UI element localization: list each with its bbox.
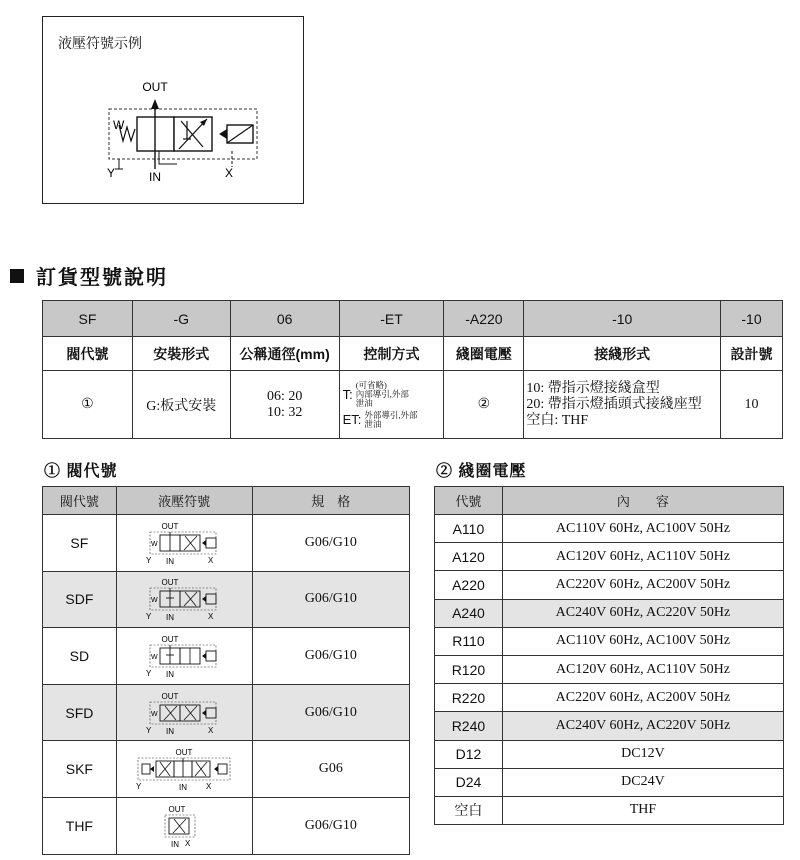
bore-line: 10: 32: [266, 404, 303, 420]
svg-text:IN: IN: [166, 556, 175, 566]
valve-symbol-thf: [116, 797, 252, 854]
header-cell: 液壓符號: [116, 487, 252, 515]
svg-text:Y: Y: [146, 668, 152, 678]
code-cell: -10: [721, 301, 783, 337]
valve-ref-cell: ①: [43, 371, 133, 439]
table-row: [435, 712, 784, 740]
header-cell: 代號: [435, 487, 503, 515]
valve-symbol-icon: [144, 633, 224, 679]
design-no-cell: 10: [721, 371, 783, 439]
table-row: [435, 684, 784, 712]
coil-code: A240: [435, 599, 503, 627]
table-row: [43, 628, 410, 685]
bore-cell: [230, 371, 339, 439]
svg-text:Y: Y: [146, 555, 152, 565]
coil-content: AC120V 60Hz, AC110V 50Hz: [502, 655, 783, 683]
table-row: [43, 797, 410, 854]
control-t-key: T:: [342, 386, 353, 402]
order-label-row: [43, 337, 783, 371]
valve-code: SDF: [43, 571, 117, 628]
control-t: [343, 381, 444, 408]
svg-text:IN: IN: [166, 726, 175, 736]
valve-code: SKF: [43, 741, 117, 798]
table-row: [435, 627, 784, 655]
svg-text:Y: Y: [136, 782, 142, 792]
control-et: [343, 411, 444, 429]
code-cell: -ET: [339, 301, 444, 337]
valve-header-row: [43, 487, 410, 515]
svg-text:X: X: [185, 838, 191, 848]
valve-spec: G06/G10: [252, 797, 409, 854]
valve-code: THF: [43, 797, 117, 854]
svg-text:X: X: [208, 612, 214, 622]
header-cell: 規 格: [252, 487, 409, 515]
table-row: [43, 741, 410, 798]
coil-code: A110: [435, 515, 503, 543]
svg-text:Y: Y: [146, 612, 152, 622]
control-t-desc: 泄油: [355, 397, 373, 408]
valve-symbol-skf: [116, 741, 252, 798]
header-cell: 內 容: [502, 487, 783, 515]
valve-spec: G06/G10: [252, 515, 409, 572]
valve-spec: G06/G10: [252, 628, 409, 685]
control-et-desc: 泄油: [364, 418, 382, 429]
label-cell: 設計號: [721, 337, 783, 371]
control-t-desc: (可省略): [355, 379, 387, 390]
port-label-y: Y: [107, 166, 116, 180]
order-code-row: [43, 301, 783, 337]
header-cell: 閥代號: [43, 487, 117, 515]
table-row: [435, 768, 784, 796]
svg-text:W: W: [151, 653, 158, 661]
code-cell: -G: [132, 301, 230, 337]
port-label-out: OUT: [142, 80, 168, 94]
valve-symbol-icon: [159, 803, 209, 849]
coil-content: DC12V: [502, 740, 783, 768]
port-label-w: W: [113, 118, 125, 132]
valve-symbol-sfd: [116, 684, 252, 741]
coil-content: AC220V 60Hz, AC200V 50Hz: [502, 571, 783, 599]
code-cell: -10: [524, 301, 721, 337]
coil-header-row: [435, 487, 784, 515]
coil-code: D12: [435, 740, 503, 768]
coil-content: AC110V 60Hz, AC100V 50Hz: [502, 515, 783, 543]
table-row: [435, 571, 784, 599]
valve-spec: G06: [252, 741, 409, 798]
valve-symbol-sdf: [116, 571, 252, 628]
svg-text:W: W: [151, 540, 158, 548]
svg-text:W: W: [151, 710, 158, 718]
order-section-title-text: 訂貨型號說明: [36, 267, 168, 289]
label-cell: 接綫形式: [524, 337, 721, 371]
svg-text:X: X: [206, 782, 212, 792]
order-section-title: [10, 261, 168, 290]
coil-content: AC240V 60Hz, AC220V 50Hz: [502, 599, 783, 627]
square-bullet-icon: [10, 269, 24, 283]
port-label-x: X: [225, 166, 234, 180]
table-row: [435, 740, 784, 768]
code-cell: SF: [43, 301, 133, 337]
coil-code: R110: [435, 627, 503, 655]
coil-code: R240: [435, 712, 503, 740]
coil-voltage-section-title: ② 綫圈電壓: [436, 463, 527, 480]
connection-cell: [524, 371, 721, 439]
valve-code: SFD: [43, 684, 117, 741]
svg-text:IN: IN: [179, 783, 188, 793]
table-row: [435, 543, 784, 571]
coil-code: D24: [435, 768, 503, 796]
label-cell: 綫圈電壓: [444, 337, 524, 371]
control-t-desc: 內部導引,外部: [355, 388, 409, 399]
bore-line: 06: 20: [266, 388, 303, 404]
svg-text:OUT: OUT: [175, 748, 193, 758]
svg-text:OUT: OUT: [168, 804, 186, 814]
connection-line: 10: 帶指示燈接綫盒型: [526, 380, 660, 396]
label-cell: 閥代號: [43, 337, 133, 371]
hydraulic-symbol-example-box: [42, 16, 304, 204]
coil-content: AC120V 60Hz, AC110V 50Hz: [502, 543, 783, 571]
valve-symbol-icon: [144, 690, 224, 736]
valve-spec: G06/G10: [252, 684, 409, 741]
code-cell: -A220: [444, 301, 524, 337]
label-cell: 控制方式: [339, 337, 444, 371]
example-title: 液壓符號示例: [58, 35, 142, 51]
svg-text:Y: Y: [146, 725, 152, 735]
control-cell: [339, 371, 444, 439]
port-label-in: IN: [149, 170, 161, 184]
table-row: [43, 515, 410, 572]
valve-symbol-sf: [116, 515, 252, 572]
table-row: [43, 684, 410, 741]
valve-code-table: [42, 486, 410, 855]
valve-code-section-title: ① 閥代號: [44, 463, 118, 480]
valve-symbol-icon: [144, 520, 224, 566]
coil-code: A220: [435, 571, 503, 599]
svg-text:IN: IN: [166, 669, 175, 679]
mount-cell: G:板式安裝: [132, 371, 230, 439]
valve-symbol-sd: [116, 628, 252, 685]
svg-text:OUT: OUT: [161, 521, 179, 531]
coil-code: R120: [435, 655, 503, 683]
svg-text:OUT: OUT: [161, 691, 179, 701]
table-row: [435, 655, 784, 683]
coil-ref-cell: ②: [444, 371, 524, 439]
svg-text:IN: IN: [166, 613, 175, 623]
valve-spec: G06/G10: [252, 571, 409, 628]
label-cell: 公稱通徑(mm): [230, 337, 339, 371]
coil-content: DC24V: [502, 768, 783, 796]
example-hydraulic-symbol: [99, 69, 269, 187]
coil-code: R220: [435, 684, 503, 712]
coil-code: A120: [435, 543, 503, 571]
svg-text:OUT: OUT: [161, 578, 179, 588]
svg-text:X: X: [208, 725, 214, 735]
valve-symbol-icon: [134, 746, 234, 792]
table-row: [435, 796, 784, 824]
order-value-row: [43, 371, 783, 439]
coil-content: THF: [502, 796, 783, 824]
connection-line: 20: 帶指示燈插頭式接綫座型: [526, 396, 702, 412]
table-row: [435, 515, 784, 543]
coil-voltage-table: [434, 486, 784, 825]
label-cell: 安裝形式: [132, 337, 230, 371]
svg-text:X: X: [208, 555, 214, 565]
order-code-table: [42, 300, 783, 439]
coil-content: AC240V 60Hz, AC220V 50Hz: [502, 712, 783, 740]
valve-code: SF: [43, 515, 117, 572]
code-cell: 06: [230, 301, 339, 337]
connection-line: 空白: THF: [526, 412, 589, 428]
control-et-desc: 外部導引,外部: [364, 409, 418, 420]
coil-content: AC110V 60Hz, AC100V 50Hz: [502, 627, 783, 655]
coil-content: AC220V 60Hz, AC200V 50Hz: [502, 684, 783, 712]
valve-code: SD: [43, 628, 117, 685]
svg-text:W: W: [151, 597, 158, 605]
table-row: [435, 599, 784, 627]
coil-code: 空白: [435, 796, 503, 824]
control-et-key: ET:: [342, 412, 362, 427]
valve-symbol-icon: [144, 576, 224, 622]
svg-text:OUT: OUT: [161, 634, 179, 644]
table-row: [43, 571, 410, 628]
svg-text:IN: IN: [171, 839, 180, 849]
